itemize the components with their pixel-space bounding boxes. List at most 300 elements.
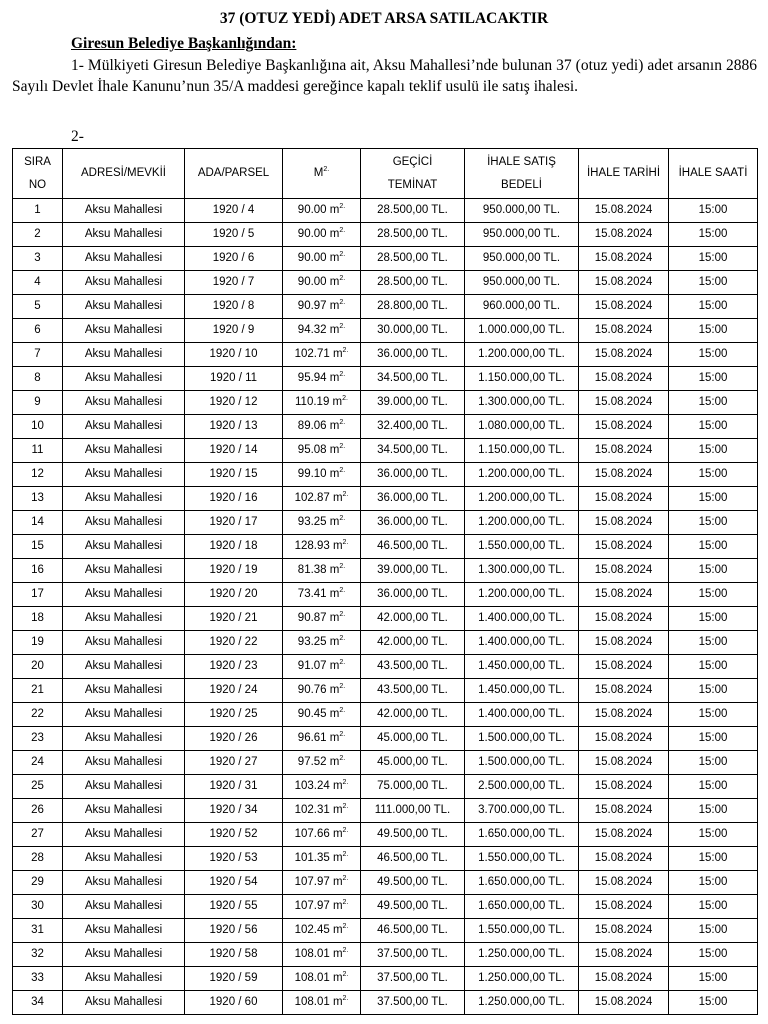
cell-time-text: 15:00 [698, 564, 728, 576]
col-header-line2: NO [28, 178, 47, 191]
col-header-line1: İHALE SATIŞ [487, 155, 556, 168]
cell-deposit-text: 34.500,00 TL. [377, 372, 448, 384]
cell-parcel-text: 1920 / 5 [212, 228, 255, 240]
cell-address [63, 391, 185, 415]
cell-no [13, 607, 63, 631]
area-unit-sup: 2. [342, 539, 349, 547]
cell-area-text: 102.87 m [294, 492, 343, 504]
cell-area-text: 90.00 m [297, 228, 340, 240]
cell-parcel-text: 1920 / 17 [209, 516, 258, 528]
cell-parcel [185, 895, 283, 919]
cell-deposit-text: 42.000,00 TL. [377, 612, 448, 624]
cell-area-text: 102.45 m [294, 924, 343, 936]
cell-address [63, 895, 185, 919]
cell-time-text: 15:00 [698, 372, 728, 384]
cell-no-text: 16 [31, 564, 44, 576]
cell-parcel-text: 1920 / 20 [209, 588, 258, 600]
cell-no [13, 847, 63, 871]
cell-deposit [361, 823, 465, 847]
col-header-sira-no [13, 149, 63, 199]
cell-deposit [361, 559, 465, 583]
cell-time [669, 223, 758, 247]
cell-parcel-text: 1920 / 58 [209, 948, 258, 960]
cell-price-text: 1.150.000,00 TL. [478, 372, 565, 384]
cell-date [579, 439, 669, 463]
cell-area [283, 991, 361, 1015]
cell-address-text: Aksu Mahallesi [84, 228, 163, 240]
area-unit-sup: 2. [339, 635, 346, 643]
table-row [13, 295, 758, 319]
cell-price [465, 967, 579, 991]
cell-time [669, 295, 758, 319]
cell-deposit-text: 36.000,00 TL. [377, 492, 448, 504]
cell-price [465, 727, 579, 751]
cell-date-text: 15.08.2024 [594, 420, 653, 432]
cell-price-text: 1.250.000,00 TL. [478, 996, 565, 1008]
cell-date-text: 15.08.2024 [594, 948, 653, 960]
cell-price-text: 1.400.000,00 TL. [478, 708, 565, 720]
cell-parcel-text: 1920 / 18 [209, 540, 258, 552]
announcement-title: 37 (OTUZ YEDİ) ADET ARSA SATILACAKTIR [219, 10, 549, 27]
cell-no-text: 11 [31, 444, 44, 456]
cell-deposit [361, 343, 465, 367]
cell-parcel-text: 1920 / 26 [209, 732, 258, 744]
cell-deposit-text: 37.500,00 TL. [377, 948, 448, 960]
cell-time-text: 15:00 [698, 924, 728, 936]
col-header-sup: 2. [323, 166, 330, 174]
cell-area-text: 93.25 m [297, 516, 340, 528]
cell-no [13, 439, 63, 463]
cell-no [13, 367, 63, 391]
cell-area-text: 128.93 m [294, 540, 343, 552]
col-header-time [669, 149, 758, 199]
cell-deposit-text: 49.500,00 TL. [377, 828, 448, 840]
cell-no-text: 32 [31, 948, 44, 960]
cell-no [13, 559, 63, 583]
cell-date [579, 391, 669, 415]
cell-time-text: 15:00 [698, 420, 728, 432]
cell-date [579, 631, 669, 655]
area-unit-sup: 2. [342, 827, 349, 835]
cell-address-text: Aksu Mahallesi [84, 276, 163, 288]
cell-parcel [185, 775, 283, 799]
cell-price-text: 1.650.000,00 TL. [478, 828, 565, 840]
area-unit-sup: 2. [339, 371, 346, 379]
cell-no [13, 991, 63, 1015]
col-header-price [465, 149, 579, 199]
cell-area [283, 655, 361, 679]
cell-area [283, 439, 361, 463]
cell-deposit-text: 28.800,00 TL. [377, 300, 448, 312]
cell-price [465, 871, 579, 895]
table-row [13, 511, 758, 535]
cell-time [669, 991, 758, 1015]
cell-area [283, 607, 361, 631]
cell-address [63, 967, 185, 991]
table-row [13, 271, 758, 295]
cell-date-text: 15.08.2024 [594, 660, 653, 672]
cell-time [669, 919, 758, 943]
cell-parcel-text: 1920 / 52 [209, 828, 258, 840]
cell-area [283, 679, 361, 703]
cell-parcel [185, 199, 283, 223]
cell-date [579, 871, 669, 895]
table-row [13, 967, 758, 991]
cell-address [63, 847, 185, 871]
cell-time-text: 15:00 [698, 732, 728, 744]
cell-no-text: 7 [34, 348, 41, 360]
cell-parcel-text: 1920 / 22 [209, 636, 258, 648]
cell-area-text: 108.01 m [294, 948, 343, 960]
cell-time-text: 15:00 [698, 804, 728, 816]
cell-parcel [185, 655, 283, 679]
parcel-table-body [13, 199, 758, 1015]
cell-date-text: 15.08.2024 [594, 780, 653, 792]
cell-address-text: Aksu Mahallesi [84, 756, 163, 768]
area-unit-sup: 2. [342, 995, 349, 1003]
cell-time-text: 15:00 [698, 852, 728, 864]
cell-no-text: 4 [34, 276, 41, 288]
cell-time [669, 607, 758, 631]
cell-area-text: 90.76 m [297, 684, 340, 696]
cell-address-text: Aksu Mahallesi [84, 876, 163, 888]
cell-no-text: 12 [31, 468, 44, 480]
cell-deposit-text: 42.000,00 TL. [377, 708, 448, 720]
cell-price-text: 1.400.000,00 TL. [478, 636, 565, 648]
cell-no-text: 29 [31, 876, 44, 888]
cell-no-text: 28 [31, 852, 44, 864]
cell-date [579, 847, 669, 871]
cell-time [669, 559, 758, 583]
area-unit-sup: 2. [339, 275, 346, 283]
table-row [13, 655, 758, 679]
cell-address [63, 679, 185, 703]
cell-date-text: 15.08.2024 [594, 804, 653, 816]
cell-area-text: 81.38 m [297, 564, 340, 576]
cell-price-text: 1.200.000,00 TL. [478, 468, 565, 480]
cell-deposit-text: 49.500,00 TL. [377, 876, 448, 888]
table-row [13, 535, 758, 559]
cell-no [13, 631, 63, 655]
area-unit-sup: 2. [339, 299, 346, 307]
col-header-line2: TEMİNAT [387, 178, 438, 191]
cell-price-text: 950.000,00 TL. [482, 228, 561, 240]
cell-date-text: 15.08.2024 [594, 756, 653, 768]
cell-parcel-text: 1920 / 25 [209, 708, 258, 720]
cell-price-text: 1.200.000,00 TL. [478, 516, 565, 528]
cell-deposit-text: 36.000,00 TL. [377, 468, 448, 480]
cell-no [13, 223, 63, 247]
cell-time-text: 15:00 [698, 948, 728, 960]
cell-price-text: 1.650.000,00 TL. [478, 900, 565, 912]
cell-area-text: 94.32 m [297, 324, 340, 336]
cell-deposit [361, 943, 465, 967]
cell-area-text: 90.87 m [297, 612, 340, 624]
cell-price [465, 823, 579, 847]
table-row [13, 223, 758, 247]
cell-time [669, 775, 758, 799]
cell-area [283, 223, 361, 247]
area-unit-sup: 2. [342, 779, 349, 787]
cell-area [283, 535, 361, 559]
cell-time-text: 15:00 [698, 300, 728, 312]
col-header-address [63, 149, 185, 199]
area-unit-sup: 2. [342, 971, 349, 979]
cell-time-text: 15:00 [698, 780, 728, 792]
cell-address-text: Aksu Mahallesi [84, 612, 163, 624]
cell-no-text: 19 [31, 636, 44, 648]
cell-time-text: 15:00 [698, 684, 728, 696]
cell-address-text: Aksu Mahallesi [84, 804, 163, 816]
cell-no-text: 25 [31, 780, 44, 792]
cell-price [465, 607, 579, 631]
cell-area [283, 295, 361, 319]
table-row [13, 439, 758, 463]
cell-area-text: 91.07 m [297, 660, 340, 672]
cell-parcel [185, 799, 283, 823]
cell-deposit [361, 847, 465, 871]
cell-parcel [185, 511, 283, 535]
cell-deposit-text: 46.500,00 TL. [377, 924, 448, 936]
cell-deposit-text: 32.400,00 TL. [377, 420, 448, 432]
cell-price-text: 1.200.000,00 TL. [478, 588, 565, 600]
cell-no [13, 895, 63, 919]
cell-date [579, 799, 669, 823]
cell-address [63, 991, 185, 1015]
cell-area [283, 895, 361, 919]
table-row [13, 487, 758, 511]
cell-address-text: Aksu Mahallesi [84, 948, 163, 960]
cell-area [283, 463, 361, 487]
cell-area [283, 847, 361, 871]
cell-parcel-text: 1920 / 19 [209, 564, 258, 576]
cell-no [13, 871, 63, 895]
cell-date [579, 679, 669, 703]
cell-address [63, 871, 185, 895]
cell-area [283, 487, 361, 511]
area-unit-sup: 2. [339, 443, 346, 451]
cell-no [13, 727, 63, 751]
cell-date [579, 223, 669, 247]
cell-parcel [185, 223, 283, 247]
table-row [13, 799, 758, 823]
cell-area-text: 102.31 m [294, 804, 343, 816]
area-unit-sup: 2. [342, 851, 349, 859]
cell-date-text: 15.08.2024 [594, 828, 653, 840]
cell-price [465, 679, 579, 703]
cell-date-text: 15.08.2024 [594, 612, 653, 624]
cell-date-text: 15.08.2024 [594, 468, 653, 480]
table-row [13, 367, 758, 391]
table-row [13, 847, 758, 871]
cell-area-text: 107.97 m [294, 876, 343, 888]
cell-address-text: Aksu Mahallesi [84, 780, 163, 792]
cell-area [283, 559, 361, 583]
table-row [13, 871, 758, 895]
cell-time [669, 583, 758, 607]
table-row [13, 679, 758, 703]
cell-date [579, 343, 669, 367]
cell-address [63, 823, 185, 847]
area-unit-sup: 2. [342, 491, 349, 499]
table-row [13, 199, 758, 223]
cell-time-text: 15:00 [698, 444, 728, 456]
cell-no-text: 8 [34, 372, 41, 384]
cell-no-text: 9 [34, 396, 41, 408]
cell-address [63, 439, 185, 463]
cell-parcel-text: 1920 / 9 [212, 324, 255, 336]
col-header-date [579, 149, 669, 199]
cell-parcel [185, 487, 283, 511]
cell-time-text: 15:00 [698, 660, 728, 672]
cell-address [63, 751, 185, 775]
cell-area [283, 967, 361, 991]
cell-time [669, 247, 758, 271]
cell-time [669, 847, 758, 871]
cell-parcel [185, 367, 283, 391]
cell-date-text: 15.08.2024 [594, 876, 653, 888]
cell-parcel [185, 247, 283, 271]
cell-date [579, 559, 669, 583]
cell-price [465, 631, 579, 655]
cell-area-text: 102.71 m [294, 348, 343, 360]
cell-time-text: 15:00 [698, 972, 728, 984]
cell-parcel [185, 847, 283, 871]
cell-parcel-text: 1920 / 10 [209, 348, 258, 360]
cell-price [465, 511, 579, 535]
cell-date [579, 463, 669, 487]
parcel-table [12, 148, 758, 1015]
cell-price [465, 703, 579, 727]
cell-date-text: 15.08.2024 [594, 228, 653, 240]
cell-area [283, 823, 361, 847]
cell-deposit-text: 28.500,00 TL. [377, 276, 448, 288]
area-unit-sup: 2. [339, 587, 346, 595]
cell-price [465, 415, 579, 439]
cell-deposit [361, 607, 465, 631]
cell-price [465, 319, 579, 343]
cell-date [579, 319, 669, 343]
cell-time-text: 15:00 [698, 228, 728, 240]
cell-time-text: 15:00 [698, 276, 728, 288]
cell-deposit [361, 295, 465, 319]
cell-no-text: 31 [31, 924, 44, 936]
cell-no-text: 34 [31, 996, 44, 1008]
cell-time-text: 15:00 [698, 588, 728, 600]
table-row [13, 751, 758, 775]
cell-price-text: 1.200.000,00 TL. [478, 492, 565, 504]
cell-address-text: Aksu Mahallesi [84, 348, 163, 360]
cell-date-text: 15.08.2024 [594, 444, 653, 456]
cell-deposit [361, 895, 465, 919]
cell-no [13, 199, 63, 223]
cell-parcel [185, 415, 283, 439]
cell-address-text: Aksu Mahallesi [84, 900, 163, 912]
cell-no-text: 18 [31, 612, 44, 624]
table-row [13, 607, 758, 631]
cell-address [63, 511, 185, 535]
cell-price-text: 1.150.000,00 TL. [478, 444, 565, 456]
cell-time-text: 15:00 [698, 612, 728, 624]
cell-deposit [361, 511, 465, 535]
cell-deposit [361, 631, 465, 655]
cell-time [669, 511, 758, 535]
cell-price-text: 3.700.000,00 TL. [478, 804, 565, 816]
cell-price-text: 1.200.000,00 TL. [478, 348, 565, 360]
cell-price-text: 1.650.000,00 TL. [478, 876, 565, 888]
area-unit-sup: 2. [339, 467, 346, 475]
cell-time [669, 343, 758, 367]
cell-no [13, 319, 63, 343]
cell-no-text: 23 [31, 732, 44, 744]
cell-area [283, 391, 361, 415]
cell-time [669, 799, 758, 823]
table-row [13, 631, 758, 655]
cell-price [465, 271, 579, 295]
cell-deposit-text: 46.500,00 TL. [377, 852, 448, 864]
cell-parcel-text: 1920 / 8 [212, 300, 255, 312]
cell-deposit [361, 367, 465, 391]
cell-parcel-text: 1920 / 53 [209, 852, 258, 864]
cell-time-text: 15:00 [698, 204, 728, 216]
area-unit-sup: 2. [339, 515, 346, 523]
cell-date-text: 15.08.2024 [594, 996, 653, 1008]
cell-date [579, 535, 669, 559]
cell-deposit-text: 30.000,00 TL. [377, 324, 448, 336]
cell-time-text: 15:00 [698, 396, 728, 408]
table-row [13, 391, 758, 415]
cell-deposit [361, 703, 465, 727]
cell-parcel-text: 1920 / 7 [212, 276, 255, 288]
cell-no-text: 13 [31, 492, 44, 504]
table-row [13, 415, 758, 439]
cell-address [63, 199, 185, 223]
cell-parcel [185, 439, 283, 463]
cell-parcel-text: 1920 / 6 [212, 252, 255, 264]
cell-parcel [185, 823, 283, 847]
cell-deposit [361, 415, 465, 439]
col-header-line1: ADA/PARSEL [197, 167, 270, 179]
cell-parcel-text: 1920 / 14 [209, 444, 258, 456]
cell-deposit-text: 28.500,00 TL. [377, 204, 448, 216]
cell-parcel-text: 1920 / 31 [209, 780, 258, 792]
area-unit-sup: 2. [342, 923, 349, 931]
cell-area-text: 107.66 m [294, 828, 343, 840]
cell-date [579, 367, 669, 391]
item-2-label: 2- [71, 128, 84, 145]
cell-area-text: 107.97 m [294, 900, 343, 912]
cell-date [579, 487, 669, 511]
cell-time [669, 487, 758, 511]
cell-parcel-text: 1920 / 24 [209, 684, 258, 696]
cell-time-text: 15:00 [698, 900, 728, 912]
cell-area-text: 108.01 m [294, 972, 343, 984]
cell-time-text: 15:00 [698, 540, 728, 552]
cell-deposit [361, 991, 465, 1015]
cell-date [579, 607, 669, 631]
table-header-row [13, 149, 758, 199]
cell-no [13, 823, 63, 847]
cell-price-text: 1.250.000,00 TL. [478, 948, 565, 960]
cell-date [579, 967, 669, 991]
cell-date [579, 199, 669, 223]
cell-date-text: 15.08.2024 [594, 684, 653, 696]
cell-price [465, 463, 579, 487]
cell-parcel-text: 1920 / 59 [209, 972, 258, 984]
cell-address [63, 559, 185, 583]
cell-no-text: 15 [31, 540, 44, 552]
cell-address-text: Aksu Mahallesi [84, 372, 163, 384]
